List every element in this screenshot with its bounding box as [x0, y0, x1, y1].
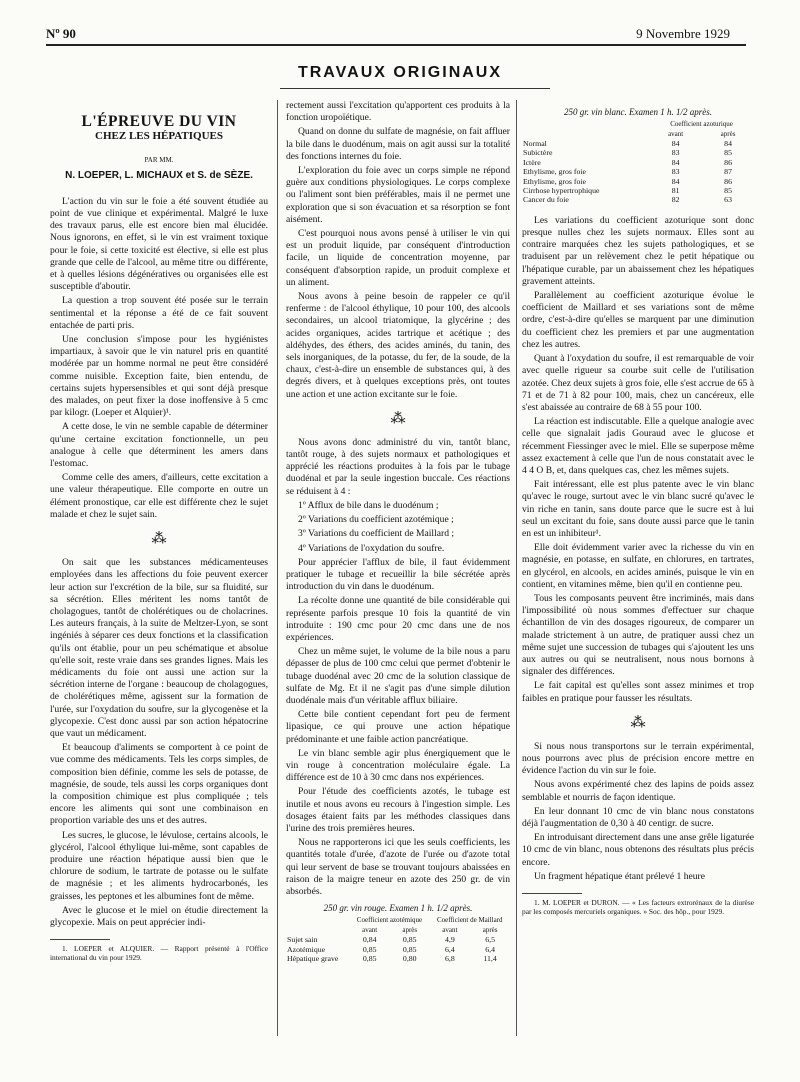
issue-number: Nº 90 — [46, 26, 76, 41]
paragraph: L'action du vin sur le foie a été souvent étudiée au point de vue clinique et expérimental. Malgré le luxe des travaux parus, elle est encore bien mal élucidée. Nous ignorons, en effet, si le vin est vraiment toxique pour le foie, si cette toxicité est élective, si elle est plus grande que celle de l'alcool, au même titre ou différente, et à quelles lésions dégénératives ou organisées elle est susceptible d'aboutir. — [50, 195, 268, 293]
footnote-rule — [522, 893, 582, 894]
table-row — [522, 167, 754, 176]
cell: 6,4 — [445, 944, 455, 954]
table-header: Coefficient azotémique — [356, 916, 423, 925]
table-row — [286, 954, 510, 963]
section-title: TRAVAUX ORIGINAUX — [297, 64, 503, 81]
issue-date: 9 Novembre 1929 — [636, 26, 730, 41]
table-header: Coefficient de Maillard — [436, 916, 503, 925]
article-authors: N. LOEPER, L. MICHAUX et S. de SÈZE. — [65, 169, 253, 181]
paragraph: Si nous nous transportons sur le terrain expérimental, nous pourrons avec plus de précision encore mettre en évidence l'action du vin sur le foie. — [522, 740, 754, 777]
column-1 — [50, 106, 268, 964]
paragraph: L'exploration du foie avec un corps simple ne répond guère aux conditions physiologiques. Le corps complexe ou l'aliment sont bien préférables, mais il ne permet une exploration que si son évacuation et sa résorption se font aisément. — [286, 165, 510, 225]
cell: 85 — [724, 186, 732, 196]
paragraph: Un fragment hépatique étant prélevé 1 heure — [534, 870, 706, 882]
footnote-rule — [50, 939, 110, 940]
paragraph: Tous les composants peuvent être incriminés, mais dans l'impossibilité où nous sommes d'effectuer sur chaque échantillon de vin des dosages rigoureux, de comparer un malade strictement à un autre, de pratiquer aussi chez un même sujet une succession de tubages qui s'ajoutent les uns aux autres ou qui se neutralisent, nous nous bornons à signaler des différences. — [522, 592, 754, 678]
cell: 6,8 — [445, 954, 455, 964]
column-2 — [286, 100, 510, 963]
section-separator: ⁂ — [390, 410, 406, 427]
paragraph: A cette dose, le vin ne semble capable de déterminer qu'une certaine excitation fonctionnelle, un peu analogue à celle que déterminent les amers dans l'estomac. — [50, 421, 268, 470]
paragraph: rectement aussi l'excitation qu'apportent ces produits à la fonction uropoïétique. — [286, 100, 510, 124]
row-label: Ethylisme, gros foie — [523, 176, 587, 186]
paragraph: Pour apprécier l'afflux de bile, il faut évidemment pratiquer le tubage et recueillir la bile sécrétée après introduction du vin dans le duodénum. — [286, 556, 510, 593]
paragraph: La réaction est indiscutable. Elle a quelque analogie avec celle que signalait jadis Gouraud avec le glucose et récemment Fiessinger avec le miel. Elle se superpose même assez exactement à celle que l'un de nous constatait avec le 4 4 O B, et, dans quelques cas, chez les mêmes sujets. — [522, 416, 754, 476]
row-label: Ethylisme, gros foie — [523, 167, 587, 177]
table-subheader: après — [482, 925, 498, 934]
row-label: Sujet sain — [287, 935, 318, 945]
paragraph: Cette bile contient cependant fort peu de ferment lipasique, ce qui prouve une action hépatique prédominante et une faible action pancréatique. — [286, 709, 510, 745]
table-row — [522, 139, 754, 148]
cell: 84 — [671, 157, 680, 167]
list-item: 3º Variations du coefficient de Maillard ; — [298, 528, 455, 540]
paragraph: Nous ne rapporterons ici que les seuls coefficients, les quantités totale d'urée, d'azote de l'urée ou d'azote total qui leur servent de base se trouvant toujours abaissées en raison de la maigre teneur en azote des 250 gr. de vin absorbés. — [286, 837, 510, 897]
table-subheader: après — [402, 925, 418, 934]
header-rule — [46, 44, 746, 46]
row-label: Cirrhose hypertrophique — [523, 186, 600, 196]
byline-par: PAR MM. — [144, 156, 174, 165]
cell: 0,85 — [362, 954, 377, 964]
cell: 84 — [671, 139, 680, 149]
cell: 84 — [671, 176, 680, 186]
row-label: Hépatique grave — [287, 954, 339, 964]
table-caption: 250 gr. vin blanc. Examen 1 h. 1/2 après. — [564, 107, 712, 117]
table-row — [522, 195, 754, 204]
paragraph: Une conclusion s'impose pour les hygiénistes impartiaux, à savoir que le vin naturel pris en quantité modérée par un homme normal ne peut être considéré comme nuisible. Exception faite, bien entendu, de certains sujets hypersensibles et qui sont déjà presque des malades, on peut fixer la dose inoffensive à 5 cmc par kilogr. (Loeper et Alquier)¹. — [50, 334, 268, 419]
paragraph: Le vin blanc semble agir plus énergiquement que le vin rouge à concentration moléculaire égale. La différence est de 10 à 30 cmc dans nos expériences. — [286, 747, 510, 784]
paragraph: Nous avons donc administré du vin, tantôt blanc, tantôt rouge, à des sujets normaux et pathologiques et apprécié les réactions produites à la fois par le tubage duodénal et par la seule ingestion buccale. Ces réactions se réduisent à 4 : — [286, 436, 510, 497]
paragraph: C'est pourquoi nous avons pensé à utiliser le vin qui est un produit liquide, par conséquent d'introduction facile, un liquide de concentration moyenne, par conséquent d'absorption rapide, un produit complexe et un aliment. — [286, 228, 510, 288]
paragraph: Les sucres, le glucose, le lévulose, certains alcools, le glycérol, l'alcool éthylique lui-même, sont capables de produire une réaction hépatique aussi bien que le chlorure de sodium, le tartrate de potasse ou le sulfate de magnésie ; et les aliments hydrocarbonés, les graisses, les peptones et les albumines font de même. — [50, 829, 268, 902]
cell: 11,4 — [483, 954, 497, 964]
table-subheader: avant — [362, 925, 378, 934]
row-label: Subictère — [523, 148, 553, 158]
paragraph: Elle doit évidemment varier avec la richesse du vin en magnésie, en potasse, en sulfate, en chlorures, en tartrates, en glycérol, en alcools, en acides aminés, puisque le vin en contient, en vitamines même, bien qu'il en contienne peu. — [522, 542, 754, 590]
table-row — [522, 158, 754, 167]
cell: 86 — [724, 176, 732, 186]
table-subheader: après — [720, 129, 736, 138]
section-title-rule — [280, 88, 550, 89]
column-divider — [277, 100, 278, 1036]
paragraph: Fait intéressant, elle est plus patente avec le vin blanc qu'avec le rouge, surtout avec le vin blanc sucré qu'avec le vin riche en tanin, sans doute parce que le sucre est à lui seul un excitant du foie, sans doute aussi parce que le tanin en est un inhibiteur¹. — [522, 479, 754, 539]
cell: 6,4 — [485, 944, 495, 954]
paragraph: Et beaucoup d'aliments se comportent à ce point de vue comme des médicaments. Tels les corps simples, de composition bien définie, comme les sels de potasse, de magnésie, de soude, tels aussi les corps organiques dont la composition chimique est plus compliquée ; tels encore les aliments qui sont une combinaison en proportion variable des uns et des autres. — [50, 742, 268, 827]
list-item: 1º Afflux de bile dans le duodénum ; — [298, 499, 439, 511]
article-title: L'ÉPREUVE DU VIN — [81, 113, 237, 130]
paragraph: Comme celle des amers, d'ailleurs, cette excitation a une valeur thérapeutique. Elle comporte en outre un élément pronostique, car elle est différente chez le sujet malade et chez le sujet sain. — [50, 472, 268, 520]
section-separator: ⁂ — [151, 531, 167, 548]
cell: 0,84 — [362, 935, 377, 945]
cell: 63 — [724, 195, 732, 205]
cell: 0,85 — [362, 944, 377, 954]
paragraph: Parallèlement au coefficient azoturique évolue le coefficient de Maillard et ses variations sont de même ordre, c'est-à-dire qu'elles se marquent par une diminution du coefficient chez les premiers et par une augmentation chez les autres. — [522, 290, 754, 350]
cell: 81 — [671, 186, 680, 196]
paragraph: Les variations du coefficient azoturique sont donc presque nulles chez les sujets normaux. Elles sont au contraire marquées chez les sujets pathologiques, et se traduisent par un relèvement chez le petit hépatique ou l'hépatique curable, par un abaissement chez les hépatiques gravement atteints. — [522, 214, 754, 287]
white-wine-table — [522, 120, 754, 205]
row-label: Normal — [523, 139, 547, 149]
paragraph: En leur donnant 10 cmc de vin blanc nous constatons déjà l'augmentation de 0,30 à 40 centigr. de sucre. — [522, 805, 754, 829]
paragraph: Le fait capital est qu'elles sont assez minimes et trop faibles en pratique pour fausser les résultats. — [522, 680, 754, 704]
table-row — [522, 148, 754, 157]
table-subheader: avant — [442, 925, 458, 934]
column-3 — [522, 106, 754, 918]
row-label: Cancer du foie — [523, 195, 569, 205]
paragraph: La récolte donne une quantité de bile considérable qui représente parfois presque 10 fois la quantité de vin introduite : 190 cmc pour 20 cmc dans une de nos expériences. — [286, 595, 510, 643]
footnote: 1. LOEPER et ALQUIER. — Rapport présenté à l'Office international du vin pour 1929. — [50, 944, 268, 963]
row-label: Azotémique — [287, 944, 326, 954]
table-caption: 250 gr. vin rouge. Examen 1 h. 1/2 après. — [323, 903, 473, 914]
paragraph: Pour l'étude des coefficients azotés, le tubage est inutile et nous avons eu recours à l'ingestion simple. Les dosages étaient faits par les méthodes classiques dans l'urine des trois premières heures. — [286, 786, 510, 834]
paragraph: Nous avons à peine besoin de rappeler ce qu'il renferme : de l'alcool éthylique, 10 pour 100, des alcools secondaires, un alcool triatomique, la glycérine ; des acides organiques, acides tartrique et acétique ; des aldéhydes, des éthers, des acides aminés, du tanin, des sels inorganiques, de la potasse, du fer, de la soude, de la chaux, c'est-à-dire un ensemble de substances qui, à des degrés divers, et à quelques exceptions près, ont toutes une action et une action excitante sur le foie. — [286, 291, 510, 400]
cell: 83 — [671, 148, 680, 158]
table-subheader: avant — [668, 129, 684, 138]
cell: 0,85 — [402, 935, 417, 945]
paragraph: Quant à l'oxydation du soufre, il est remarquable de voir avec quelle rigueur sa courbe suit celle de l'utilisation azotée. Chez deux sujets à gros foie, elle s'est accrue de 65 à 71 et de 71 à 82 pour 100, mais, chez un cancéreux, elle s'est abaissée au contraire de 68 à 55 pour 100. — [522, 353, 754, 413]
cell: 0,80 — [402, 954, 417, 964]
paragraph: Avec le glucose et le miel on étudie directement la glycopexie. Mais on peut apprécier indi- — [50, 904, 268, 928]
red-wine-table — [286, 916, 510, 963]
paragraph: Chez un même sujet, le volume de la bile nous a paru dépasser de plus de 100 cmc celui que permet d'obtenir le tubage duodénal avec 20 cmc de la solution classique de sulfate de Mg. Et il ne s'agit pas d'une simple dilution duodénale mais d'un véritable afflux biliaire. — [286, 646, 510, 706]
cell: 83 — [671, 167, 680, 177]
list-item: 4º Variations de l'oxydation du soufre. — [298, 542, 445, 554]
paragraph: Quand on donne du sulfate de magnésie, on fait affluer la bile dans le duodénum, mais on agit aussi sur la totalité des fonctions internes du foie. — [286, 126, 510, 162]
cell: 0,85 — [402, 944, 417, 954]
table-row — [522, 186, 754, 195]
footnote: 1. M. LOEPER et DURON. — « Les facteurs extrorénaux de la diurèse par les composés mercuriels organiques. » Soc. des hôp., pour 1929. — [522, 898, 754, 917]
list-item: 2º Variations du coefficient azotémique ; — [298, 514, 454, 526]
table-row — [286, 935, 510, 944]
row-label: Ictère — [523, 157, 541, 167]
cell: 82 — [671, 195, 680, 205]
table-row — [522, 177, 754, 186]
cell: 86 — [724, 157, 732, 167]
cell: 6,5 — [485, 935, 495, 945]
paragraph: Nous avons expérimenté chez des lapins de poids assez semblable et nourris de façon identique. — [522, 779, 754, 803]
table-row — [286, 945, 510, 954]
cell: 4,9 — [445, 935, 455, 945]
article-subtitle: CHEZ LES HÉPATIQUES — [95, 130, 223, 143]
section-separator: ⁂ — [630, 714, 646, 731]
paragraph: On sait que les substances médicamenteuses employées dans les affections du foie peuvent exercer leur action sur l'excrétion de la bile, sur sa fluidité, sur sa sécrétion. Elles méritent les noms tantôt de cholagogues, tantôt de cholérétiques ou de cholacrines. Les auteurs français, à la suite de Meltzer-Lyon, se sont ingéniés à séparer ces deux fonctions et la classification qu'ils ont établie, pour un peu schématique et absolue qu'elle soit, reste vraie dans ses grandes lignes. Mais les médicaments du foie ont aussi une action sur la sécrétion interne de l'organe : beaucoup de cholagogues, de cholérétiques même, agissent sur la formation de l'urée, sur l'oxydation du soufre, sur la glycogenèse et la glycopexie. C'est donc aussi par son action hépatocrine que vaut un médicament. — [50, 557, 268, 739]
cell: 85 — [724, 148, 732, 158]
cell: 84 — [724, 139, 732, 149]
column-divider — [516, 100, 517, 1036]
cell: 87 — [724, 167, 732, 177]
paragraph: La question a trop souvent été posée sur le terrain sentimental et la réponse a été de ce fait souvent entachée de parti pris. — [50, 295, 268, 331]
paragraph: En introduisant directement dans une anse grêle ligaturée 10 cmc de vin blanc, nous obtenons des résultats plus précis encore. — [522, 832, 754, 868]
table-header: Coefficient azoturique — [670, 120, 733, 129]
